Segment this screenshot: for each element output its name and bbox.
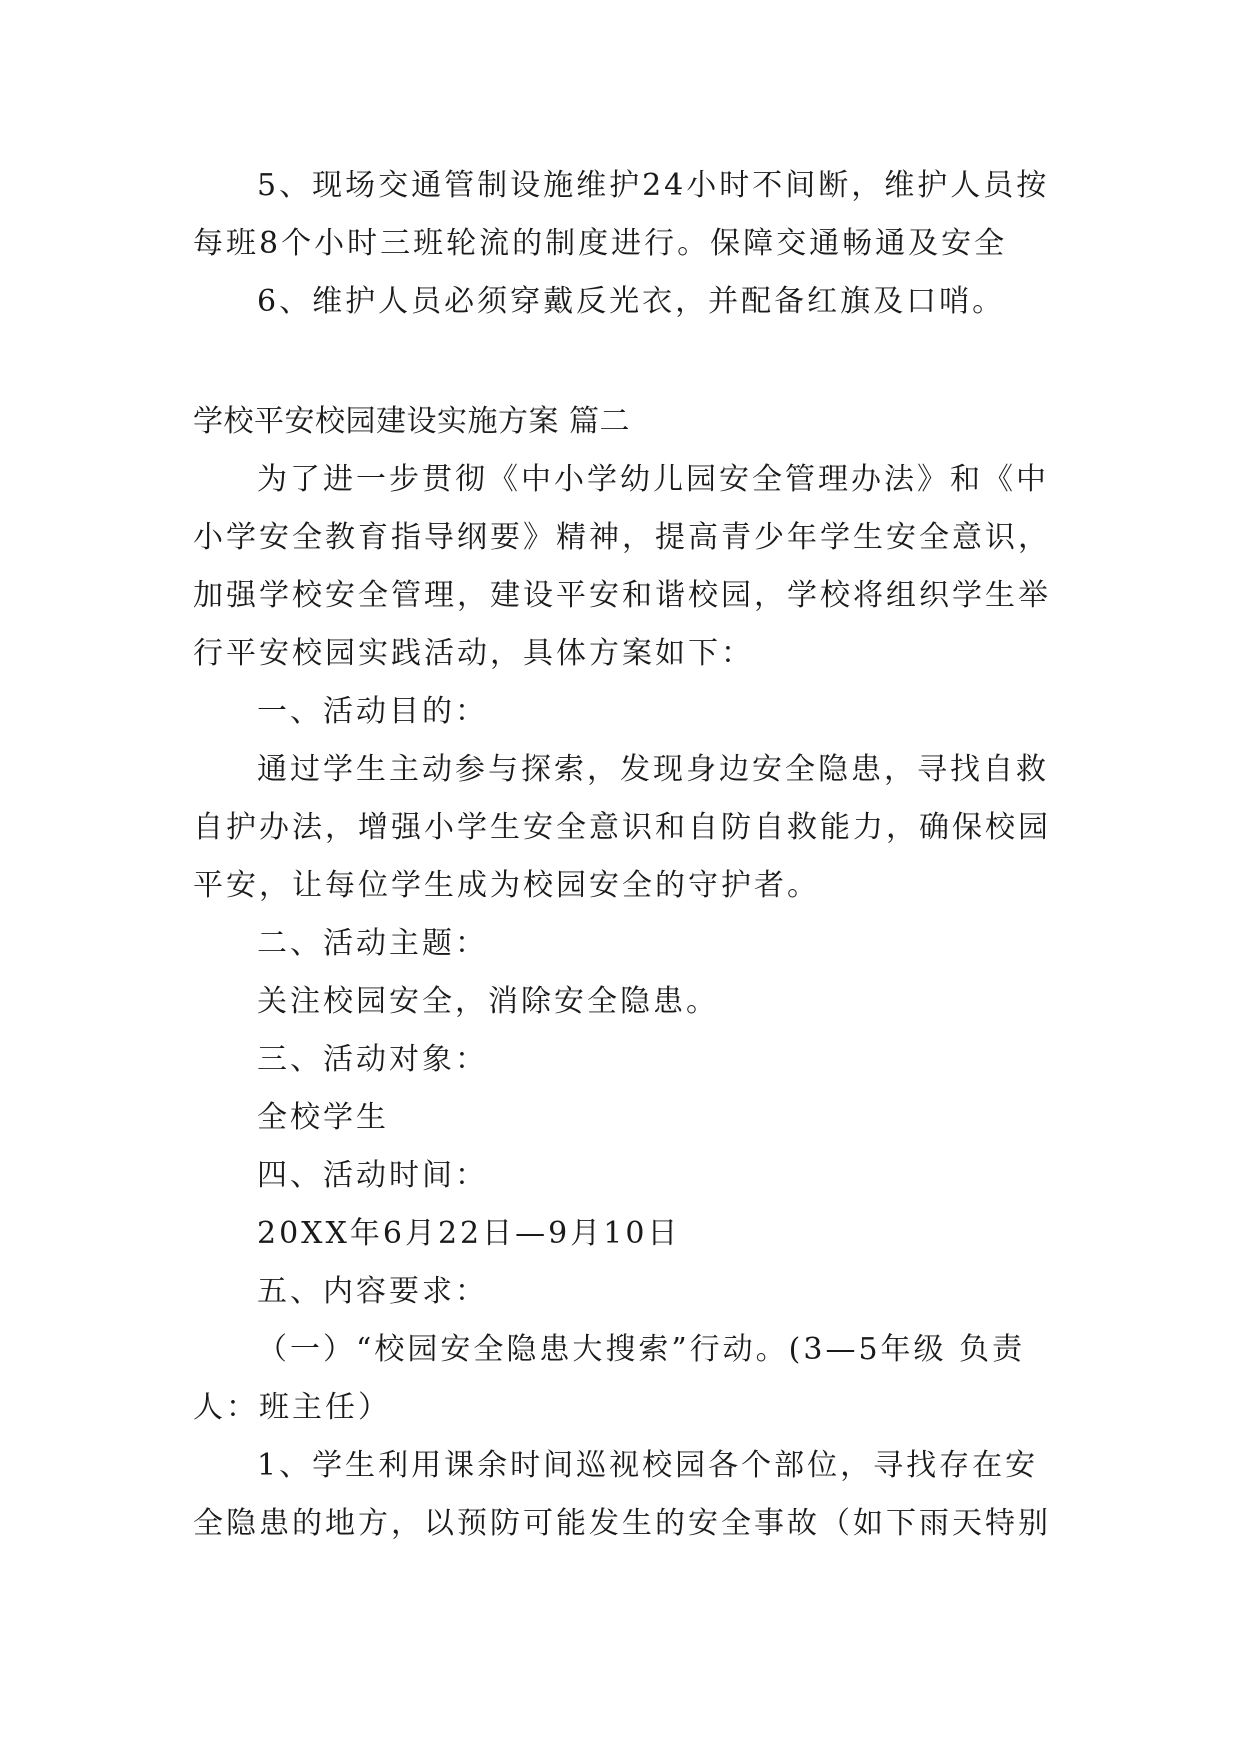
text-line: 全校学生	[257, 1100, 389, 1135]
text-line: 为了进一步贯彻《中小学幼儿园安全管理办法》和《中	[257, 462, 1049, 497]
subsection-heading: 四、活动时间：	[257, 1158, 488, 1193]
section-heading: 学校平安校园建设实施方案 篇二	[193, 404, 631, 439]
text-line: 5、现场交通管制设施维护24小时不间断，维护人员按	[257, 168, 1050, 203]
subsection-heading: 三、活动对象：	[257, 1042, 488, 1077]
text-line: 1、学生利用课余时间巡视校园各个部位，寻找存在安	[257, 1448, 1039, 1483]
text-line: 6、维护人员必须穿戴反光衣，并配备红旗及口哨。	[257, 284, 1006, 319]
text-line: 自护办法，增强小学生安全意识和自防自救能力，确保校园	[193, 810, 1051, 845]
subsection-heading: 一、活动目的：	[257, 694, 488, 729]
text-line: 关注校园安全，消除安全隐患。	[257, 984, 719, 1019]
text-line: 通过学生主动参与探索，发现身边安全隐患，寻找自救	[257, 752, 1049, 787]
text-line: 人：班主任）	[193, 1390, 391, 1425]
subsection-heading: 二、活动主题：	[257, 926, 488, 961]
text-line: 全隐患的地方，以预防可能发生的安全事故（如下雨天特别	[193, 1506, 1051, 1541]
text-line: 小学安全教育指导纲要》精神，提高青少年学生安全意识，	[193, 520, 1051, 555]
text-line: 每班8个小时三班轮流的制度进行。保障交通畅通及安全	[193, 226, 1008, 261]
text-line: 行平安校园实践活动，具体方案如下：	[193, 636, 754, 671]
text-line: 加强学校安全管理，建设平安和谐校园，学校将组织学生举	[193, 578, 1051, 613]
text-line: （一）“校园安全隐患大搜索”行动。(3—5年级 负责	[257, 1332, 1026, 1367]
text-line: 20XX年6月22日—9月10日	[257, 1216, 681, 1251]
subsection-heading: 五、内容要求：	[257, 1274, 488, 1309]
text-line: 平安，让每位学生成为校园安全的守护者。	[193, 868, 820, 903]
